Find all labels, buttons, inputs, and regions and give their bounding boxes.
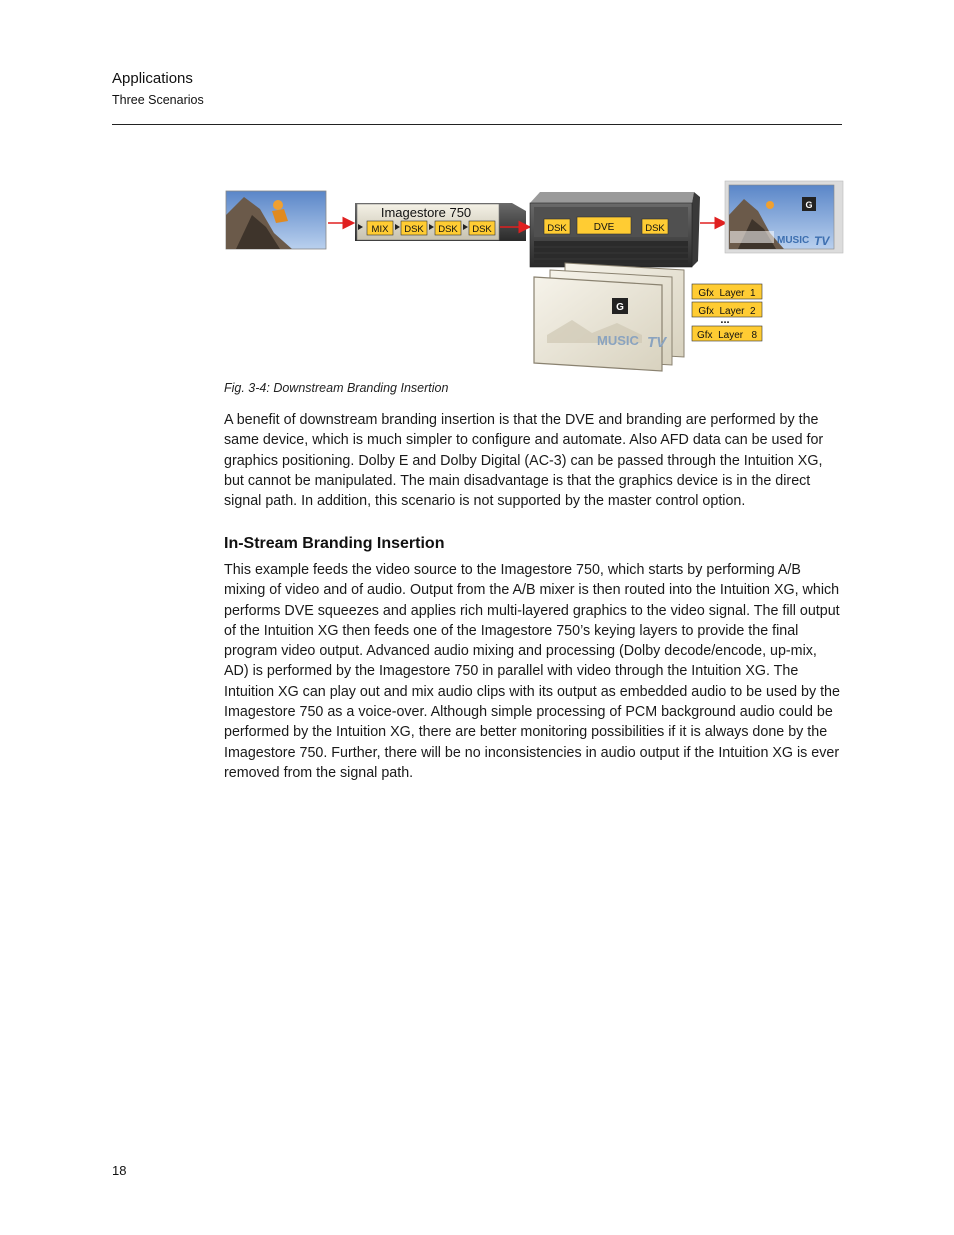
body-paragraph: A benefit of downstream branding insertion is that the DVE and branding are performed by the same device, which is much simpler to configure and automate. Also AFD data can be used for graphics positioning. Dolby E and Dolby Digital (AC-3) can be passed through the Intuition XG, but cannot be manipulated. The main disadvantage is that the graphics device is in the direct signal path. In addition, this scenario is not supported by the master control option. [224, 412, 824, 510]
output-video-thumbnail [725, 181, 843, 253]
xg-module-dsk-1: DSK [547, 223, 567, 234]
body-paragraph: This example feeds the video source to the Imagestore 750, which starts by performing A/B mixing of video and of audio. Output from the A/B mixer is then routed into the Intuition XG, which performs DVE squeezes and applies rich multi-layered graphics to the video signal. The fill output of the Intuition XG then feeds one of the Imagestore 750’s keying layers to provide the final program video output. Advanced audio mixing and processing (Dolby decode/encode, up-mix, AD) is performed by the Imagestore 750 in parallel with video through the Intuition XG. The Intuition XG can play out and mix audio clips with its output as embedded audio to be used by the Imagestore 750 as a voice-over. Although simple processing of PCM background audio could be performed by the Intuition XG, there are better monitoring possibilities if it is always done by the Imagestore 750. Further, there will be no inconsistencies in audio output if the Intuition XG is ever removed from the signal path. [224, 562, 840, 781]
source-video-thumbnail [226, 191, 326, 249]
module-dsk-1: DSK [404, 224, 424, 235]
gfx-layer-labels [692, 284, 762, 341]
gfx-layer-ellipsis: ... [720, 314, 730, 326]
gfx-layer-1-label: Gfx Layer 1 [698, 288, 756, 299]
imagestore-750-device [355, 203, 526, 241]
gfx-layer-2-label: Gfx Layer 2 [698, 306, 756, 317]
layer-logo: MUSIC [597, 333, 639, 348]
output-logo: MUSIC [777, 235, 810, 246]
page-number: 18 [112, 1163, 127, 1178]
figure-caption: Fig. 3-4: Downstream Branding Insertion [224, 381, 449, 395]
output-badge: G [805, 200, 813, 210]
layer-badge: G [616, 302, 624, 313]
graphics-layer-stack [534, 263, 684, 371]
section-heading: In-Stream Branding Insertion [224, 535, 445, 552]
imagestore-label: Imagestore 750 [380, 205, 472, 220]
running-header-subsection: Three Scenarios [112, 93, 204, 107]
module-dsk-3: DSK [472, 224, 492, 235]
gfx-layer-8-label: Gfx Layer 8 [696, 330, 758, 341]
imagestore-modules [358, 221, 495, 235]
running-header-section: Applications [112, 70, 193, 87]
header-divider [112, 124, 842, 125]
output-logo-tv: TV [814, 234, 830, 248]
xg-module-dsk-2: DSK [645, 223, 665, 234]
intuition-xg-server [530, 192, 700, 267]
branding-insertion-diagram [222, 175, 847, 375]
layer-logo-tv: TV [647, 334, 667, 351]
xg-module-dve: DVE [593, 222, 615, 233]
module-dsk-2: DSK [438, 224, 458, 235]
module-mix: MIX [371, 224, 389, 235]
